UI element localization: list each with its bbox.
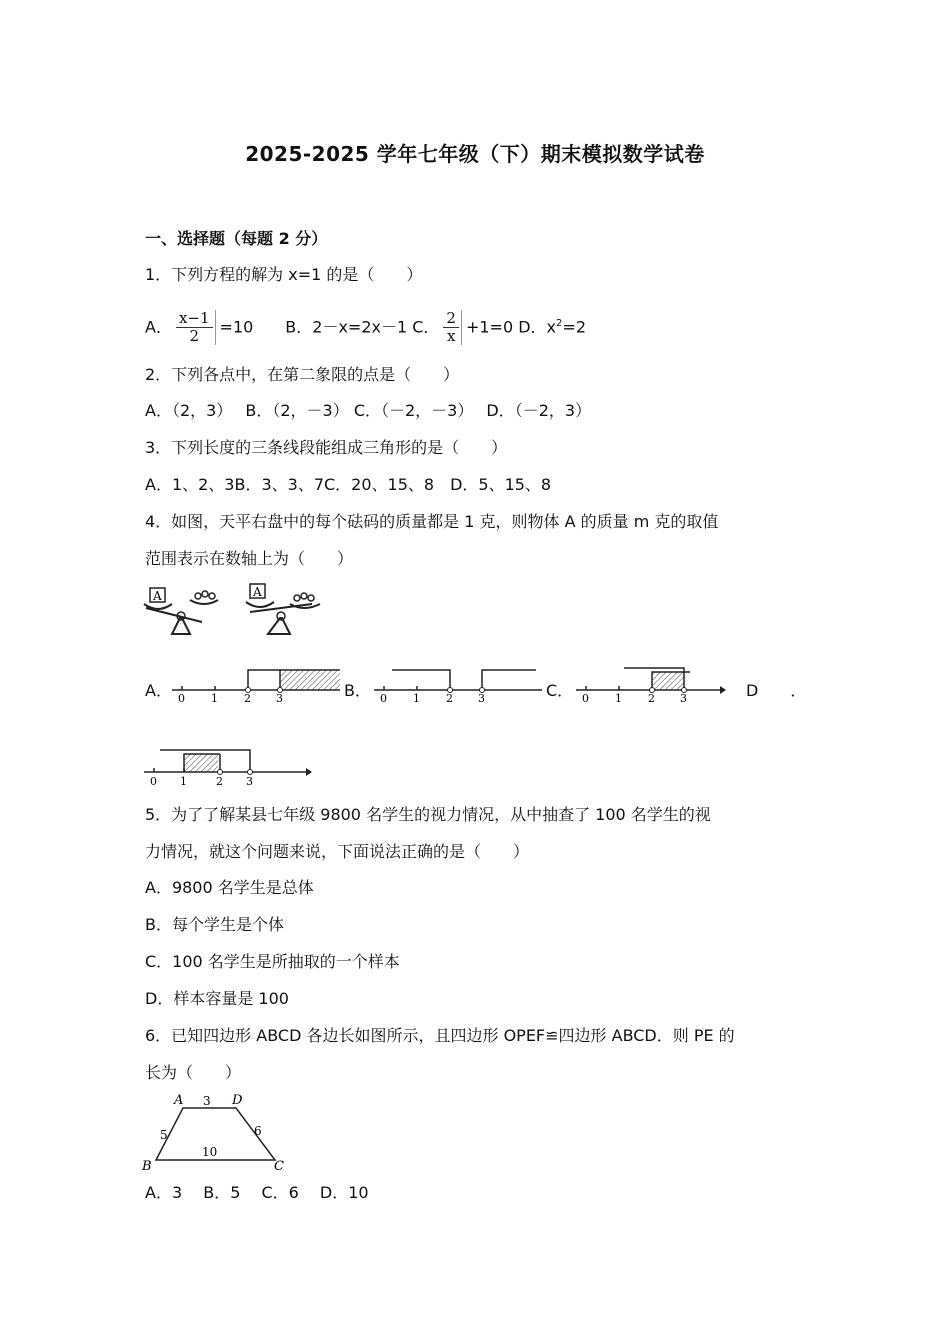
vertex-label-b: B	[142, 1159, 152, 1172]
balance-scales-figure	[140, 578, 330, 640]
tick-label: 3	[680, 692, 687, 704]
q1-option-c-fraction	[443, 310, 462, 345]
fraction-denominator: x	[446, 327, 456, 346]
q5-option-c: C．100 名学生是所抽取的一个样本	[145, 952, 400, 971]
fraction-numerator: x−1	[176, 310, 213, 328]
q1-option-c-text: +1=0 D．x	[465, 317, 557, 337]
q1-option-a-label: A．	[145, 317, 172, 337]
side-label-ab: 5	[160, 1128, 168, 1142]
side-label-ad: 3	[203, 1094, 211, 1108]
q4-option-a-label: A．	[145, 681, 172, 700]
q1-option-a-fraction	[176, 310, 216, 345]
side-label-bc: 10	[202, 1145, 218, 1159]
q1-option-d-text: =2	[562, 317, 586, 337]
number-line-d	[142, 740, 314, 788]
side-label-dc: 6	[254, 1124, 262, 1138]
question-4-stem-line1: 4．如图，天平右盘中的每个砝码的质量都是 1 克，则物体 A 的质量 m 克的取值	[145, 512, 719, 531]
balance-scale-1	[144, 588, 218, 634]
question-5-stem-line1: 5．为了了解某县七年级 9800 名学生的视力情况，从中抽查了 100 名学生的视	[145, 805, 711, 824]
number-line-b	[372, 662, 544, 704]
tick-label: 0	[178, 692, 185, 704]
tick-label: 0	[150, 775, 157, 788]
question-3-stem: 3．下列长度的三条线段能组成三角形的是（ ）	[145, 438, 508, 457]
tick-label: 3	[276, 692, 283, 704]
quadrilateral-figure	[140, 1090, 290, 1172]
q4-option-d-label: D ．	[746, 681, 807, 700]
tick-label: 2	[244, 692, 251, 704]
question-1-stem: 1．下列方程的解为 x=1 的是（ ）	[145, 265, 423, 284]
q4-option-b-label: B．	[344, 681, 371, 700]
fraction-numerator: 2	[443, 310, 459, 328]
fraction-denominator: 2	[189, 327, 200, 346]
q5-option-d: D．样本容量是 100	[145, 989, 289, 1008]
section-heading: 一、选择题（每题 2 分）	[145, 229, 328, 248]
vertex-label-a: A	[174, 1093, 184, 1108]
q5-option-b: B．每个学生是个体	[145, 915, 284, 934]
q1-options-text: =10 B．2－x=2x－1 C．	[219, 317, 440, 337]
vertex-label-d: D	[232, 1093, 243, 1108]
tick-label: 0	[582, 692, 589, 704]
scale-box-label: A	[253, 585, 262, 599]
q4-option-c-label: C．	[546, 681, 574, 700]
question-6-options: A．3 B．5 C．6 D．10	[145, 1183, 369, 1202]
question-1-options	[145, 306, 586, 345]
question-5-stem-line2: 力情况，就这个问题来说，下面说法正确的是（ ）	[145, 842, 530, 861]
scale-box-label: A	[153, 589, 162, 603]
tick-label: 2	[648, 692, 655, 704]
page-title: 2025-2025 学年七年级（下）期末模拟数学试卷	[245, 142, 705, 166]
tick-label: 3	[246, 775, 253, 788]
tick-label: 2	[446, 692, 453, 704]
vertex-label-c: C	[274, 1159, 284, 1172]
tick-label: 1	[211, 692, 218, 704]
question-2-stem: 2．下列各点中，在第二象限的点是（ ）	[145, 365, 460, 384]
tick-label: 3	[478, 692, 485, 704]
balance-scale-2	[246, 584, 320, 634]
question-4-stem-line2: 范围表示在数轴上为（ ）	[145, 549, 354, 568]
tick-label: 2	[216, 775, 223, 788]
q1-exponent: 2	[556, 318, 563, 329]
question-6-stem-line1: 6．已知四边形 ABCD 各边长如图所示，且四边形 OPEF≌四边形 ABCD．则 PE 的	[145, 1026, 735, 1045]
question-6-stem-line2: 长为（ ）	[145, 1063, 242, 1082]
number-line-a	[170, 662, 342, 704]
tick-label: 0	[380, 692, 387, 704]
number-line-c	[574, 662, 726, 704]
tick-label: 1	[413, 692, 420, 704]
question-2-options: A．（2，3） B．（2，－3） C．（－2，－3） D．（－2，3）	[145, 401, 592, 420]
question-3-options: A．1、2、3B．3、3、7C．20、15、8 D．5、15、8	[145, 475, 552, 494]
tick-label: 1	[615, 692, 622, 704]
q5-option-a: A．9800 名学生是总体	[145, 878, 314, 897]
tick-label: 1	[180, 775, 187, 788]
